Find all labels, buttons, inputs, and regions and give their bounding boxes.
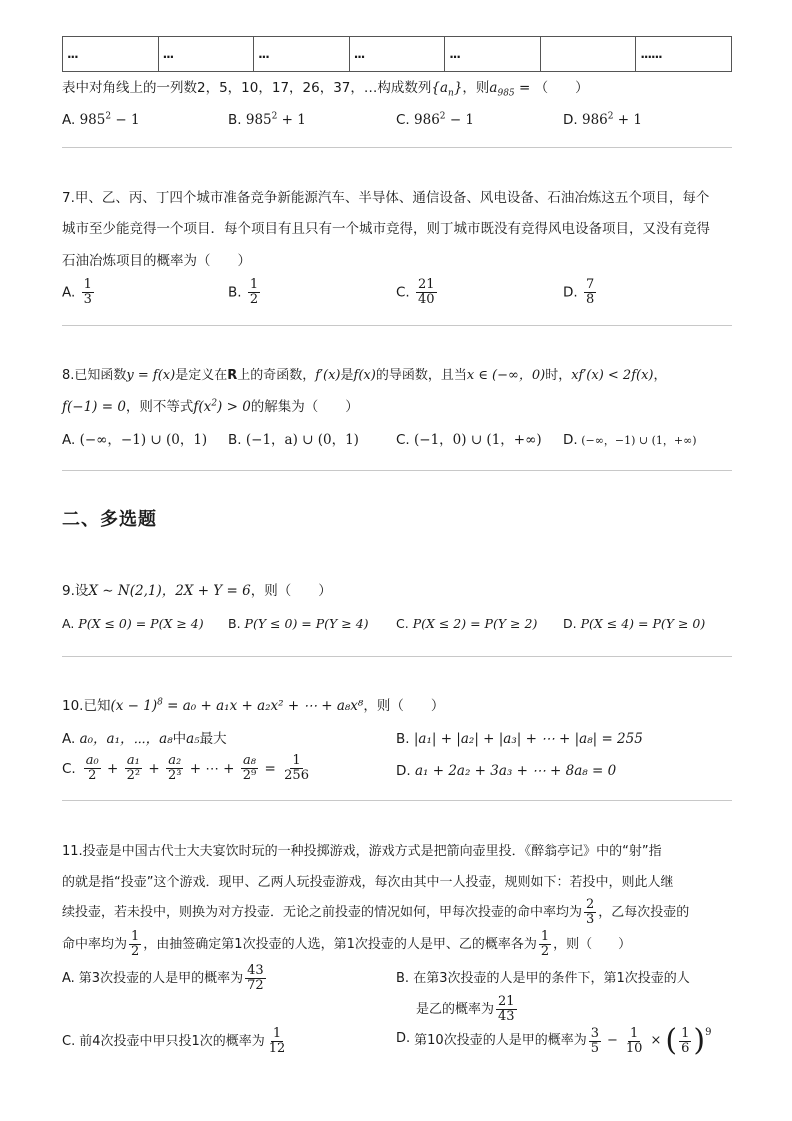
q11-text: ，乙每次投壶的 [598,904,690,920]
q6-seq: {a [431,80,449,96]
q8-math: f(−1) = 0 [62,399,126,415]
q7-option-d[interactable] [563,278,598,307]
q7-stem-line3: 石油冶炼项目的概率为（ ） [62,253,251,269]
q8-text: ， [653,368,667,383]
table-cell [540,37,636,72]
option-letter: D. [563,284,578,301]
q10-math: = a₀ + a₁x + a₂x² + ⋯ + a₈x⁸ [162,698,364,714]
option-exp: 2 [439,111,446,122]
option-text: 第3次投壶的人是甲的概率为 [78,970,244,986]
fraction [82,278,94,307]
frac-num: 2 [586,897,595,912]
divider [62,800,732,801]
fraction [267,1027,288,1056]
option-letter: B. [396,731,410,747]
frac-den: 40 [418,292,435,307]
q11-stem-line3 [62,898,689,927]
table-cell: ... [349,37,445,72]
frac-den: 8 [585,292,595,307]
frac-den: 3 [83,292,92,307]
table-cell: ... [158,37,254,72]
frac-num: 1 [540,929,550,944]
frac-den: 6 [681,1040,690,1056]
frac-num: 21 [418,277,435,292]
option-letter: A. [62,731,76,747]
plus-sign: + [144,760,164,777]
option-letter: A. [62,970,75,986]
q10-option-a[interactable] [62,730,227,748]
option-tail: − 1 [445,112,475,128]
frac-den: 2⁹ [242,768,257,783]
q11-option-b-cont [416,995,519,1024]
q8-math: x ∈ (−∞，0) [466,368,546,383]
frac-num: 1 [292,753,301,768]
q8-math: f(x [193,399,212,415]
times-sign: × [650,1033,662,1048]
option-letter: A. [62,616,75,631]
option-letter: C. [396,112,410,128]
q8-math: xf′(x) < 2f(x) [571,368,654,383]
frac-den: 12 [268,1041,286,1056]
q7-stem-line2: 城市至少能竞得一个项目．每个项目有且只有一个城市竞得，则丁城市既没有竞得风电设备项目，又没有竞得 [62,221,710,237]
q11-stem-line4 [62,930,631,959]
option-exp: 2 [607,111,614,122]
option-letter: C. [396,284,410,301]
q11-stem-line2: 的就是指“投壶”这个游戏．现甲、乙两人玩投壶游戏，每次由其中一人投壶，规则如下：若投中，则此人继 [62,875,674,890]
option-tail: − 1 [111,112,140,128]
frac-num: a₂ [168,753,182,768]
option-letter: D. [563,432,578,448]
option-math: |a₁| + |a₂| + |a₃| + ⋯ + |a₈| = 255 [413,731,643,747]
option-letter: B. [228,616,241,631]
frac-num: 1 [272,1026,282,1041]
q9-option-c[interactable] [396,615,537,633]
option-text: 第10次投壶的人是甲的概率为 [414,1033,587,1048]
option-text: (−1，a) ∪ (0，1) [245,432,359,448]
option-letter: C. [62,1033,76,1049]
option-math: a₅ [186,731,200,747]
frac-num: 1 [630,1025,639,1041]
frac-num: a₈ [243,753,256,768]
option-base: 986 [581,112,608,128]
table-cell: ...... [636,37,732,72]
q7-option-c[interactable] [396,278,439,307]
fraction [589,1027,601,1056]
q8-option-c[interactable] [396,431,542,449]
option-letter: A. [62,284,76,301]
q9-option-b[interactable] [228,615,369,633]
q8-math: y = f(x) [126,368,176,383]
option-letter: B. [228,112,242,128]
q8-math: f(x) [353,368,376,383]
q8-text: 的解集为（ ） [250,399,359,415]
q8-option-a[interactable] [62,431,207,449]
exponent: 9 [705,1027,712,1038]
fraction [624,1027,645,1056]
frac-num: 1 [83,277,92,292]
frac-den: 10 [625,1040,643,1056]
q10-stem [62,697,444,715]
option-text: (−1，0) ∪ (1，+∞) [414,432,542,448]
q6-stem [62,79,589,97]
fraction [166,754,183,783]
option-text: P(X ≤ 0) = P(X ≥ 4) [78,616,204,631]
fraction [84,754,101,783]
q10-option-d[interactable] [396,762,616,780]
q10-text: ，则（ ） [363,698,445,714]
q7-stem-line1: 7.甲、乙、丙、丁四个城市准备竞争新能源汽车、半导体、通信设备、风电设备、石油冶炼这五个项目，每个 [62,190,710,206]
q10-option-b[interactable] [396,730,643,748]
option-letter: B. [228,432,242,448]
fraction [125,754,142,783]
equals-sign: = [260,760,281,777]
option-text: 是乙的概率为 [416,1001,495,1017]
frac-den: 3 [586,912,595,927]
option-letter: D. [563,112,578,128]
option-letter: D. [396,1031,411,1046]
option-text: P(Y ≤ 0) = P(Y ≥ 4) [244,616,369,631]
fraction [416,278,437,307]
q8-text: 是定义在 [175,368,228,383]
q8-stem-line1 [62,367,667,385]
q6-term-sub: 985 [497,88,515,99]
plus-sign: + [102,760,123,777]
frac-den: 5 [590,1040,599,1056]
frac-den: 2 [88,768,97,783]
q8-exp: 2 [211,398,218,409]
option-letter: B. [228,284,242,301]
frac-den: 43 [498,1009,515,1024]
q6-term: a [489,80,498,96]
option-letter: C. [396,616,409,631]
q6-stem-suffix: = （ ） [514,80,589,96]
option-math: a₁ + 2a₂ + 3a₃ + ⋯ + 8a₈ = 0 [414,763,617,779]
q8-text: 上的奇函数， [237,368,316,383]
q8-real-set: R [227,368,238,383]
option-letter: D. [396,763,411,779]
frac-den: 256 [284,768,309,783]
frac-num: 1 [681,1025,690,1041]
q6-stem-mid: ，则 [462,80,490,96]
option-letter: A. [62,112,76,128]
frac-den: 2 [249,292,259,307]
frac-den: 72 [247,978,264,993]
q11-text: ，则（ ） [553,936,632,952]
q6-option-c[interactable] [396,111,474,129]
top-table [62,36,732,72]
minus-sign: − [606,1033,618,1048]
left-paren: ( [665,1023,678,1058]
option-text: (−∞，−1) ∪ (1，+∞) [581,434,697,447]
option-tail: + 1 [277,112,306,128]
option-text: 前4次投壶中甲只投1次的概率为 [79,1033,265,1049]
q9-option-d[interactable] [563,615,705,633]
table-cell: ... [254,37,350,72]
fraction [245,964,266,993]
q8-stem-line2 [62,398,359,416]
fraction [496,995,517,1024]
option-text: 在第3次投壶的人是甲的条件下，第1次投壶的人 [413,971,690,986]
q11-text: 续投壶，若未投中，则换为对方投壶．无论之前投壶的情况如何，甲每次投壶的命中率均为 [62,904,583,920]
q11-option-c[interactable] [62,1027,289,1056]
q10-option-c[interactable] [62,754,313,783]
option-exp: 2 [271,111,278,122]
option-letter: C. [396,432,410,448]
q8-option-d[interactable] [563,431,697,450]
q6-option-a[interactable] [62,111,140,129]
frac-num: 1 [131,929,140,944]
q8-text: ，则不等式 [125,399,194,415]
option-exp: 2 [105,111,112,122]
q8-math: ) > 0 [217,399,251,415]
option-text: P(X ≤ 4) = P(Y ≥ 0) [580,616,706,631]
q10-exp: 8 [157,697,163,708]
frac-num: a₀ [85,753,99,768]
q7-option-a[interactable] [62,278,96,307]
q11-stem-line1: 11.投壶是中国古代士大夫宴饮时玩的一种投掷游戏，游戏方式是把箭向壶里投．《醉翁亭记》中的“射”指 [62,844,662,859]
q8-option-b[interactable] [228,431,359,449]
q11-option-a[interactable] [62,964,268,993]
option-base: 985 [245,112,272,128]
q11-option-d[interactable] [396,1023,712,1058]
option-text: P(X ≤ 2) = P(Y ≥ 2) [412,616,538,631]
option-math: a₀，a₁，⋯，a₈ [79,731,173,747]
fraction [539,930,551,959]
q9-math: X ∼ N(2,1)，2X + Y = 6 [88,583,251,599]
frac-num: 3 [590,1025,599,1041]
option-letter: C. [62,760,76,777]
fraction [241,754,258,783]
frac-num: 43 [247,963,264,978]
option-tail: + 1 [613,112,642,128]
frac-num: 7 [585,277,595,292]
fraction [282,754,311,783]
fraction [584,278,596,307]
option-text: 中 [172,731,187,747]
q8-text: 时， [545,368,572,383]
q11-text: ，由抽签确定第1次投壶的人选，第1次投壶的人是甲、乙的概率各为 [143,936,537,952]
q8-text: 是 [340,368,354,383]
q8-math: f′(x) [315,368,341,383]
q6-seq-sub: n [448,88,454,99]
table-row [63,37,732,72]
right-paren: ) [693,1023,706,1058]
frac-den: 2³ [167,768,182,783]
frac-den: 2 [131,944,140,959]
q6-stem-text: 表中对角线上的一列数2，5，10，17，26，37，…构成数列 [62,80,432,96]
frac-num: 1 [249,277,259,292]
q11-option-b[interactable] [396,970,690,988]
option-letter: D. [563,616,577,631]
section-title: 二、多选题 [62,509,157,530]
option-text: 最大 [199,731,227,747]
fraction [679,1027,691,1056]
q8-text: 的导函数，且当 [375,368,467,383]
frac-den: 2 [540,944,550,959]
fraction [584,898,596,927]
frac-num: 21 [498,994,515,1009]
frac-num: a₁ [126,753,140,768]
q10-math: (x − 1) [110,698,158,714]
q9-text: 9.设 [62,583,89,599]
divider [62,325,732,326]
frac-den: 2² [126,768,141,783]
divider [62,470,732,471]
fraction [248,278,260,307]
q6-seq-close: } [453,80,463,96]
ellipsis-sum: + ⋯ + [185,760,239,777]
option-text: (−∞，−1) ∪ (0，1) [79,432,208,448]
fraction [129,930,141,959]
divider [62,147,732,148]
q9-text: ，则（ ） [250,583,332,599]
q8-text: 8.已知函数 [62,368,127,383]
q11-text: 命中率均为 [62,936,128,952]
divider [62,656,732,657]
table-cell: ... [445,37,541,72]
q9-option-a[interactable] [62,615,204,633]
option-letter: A. [62,432,76,448]
q7-option-b[interactable] [228,278,262,307]
option-letter: B. [396,971,410,986]
q10-text: 10.已知 [62,698,111,714]
q6-option-b[interactable] [228,111,306,129]
table-cell: ... [63,37,159,72]
q6-option-d[interactable] [563,111,642,129]
option-base: 986 [414,112,440,128]
q9-stem [62,582,332,600]
option-base: 985 [79,112,106,128]
